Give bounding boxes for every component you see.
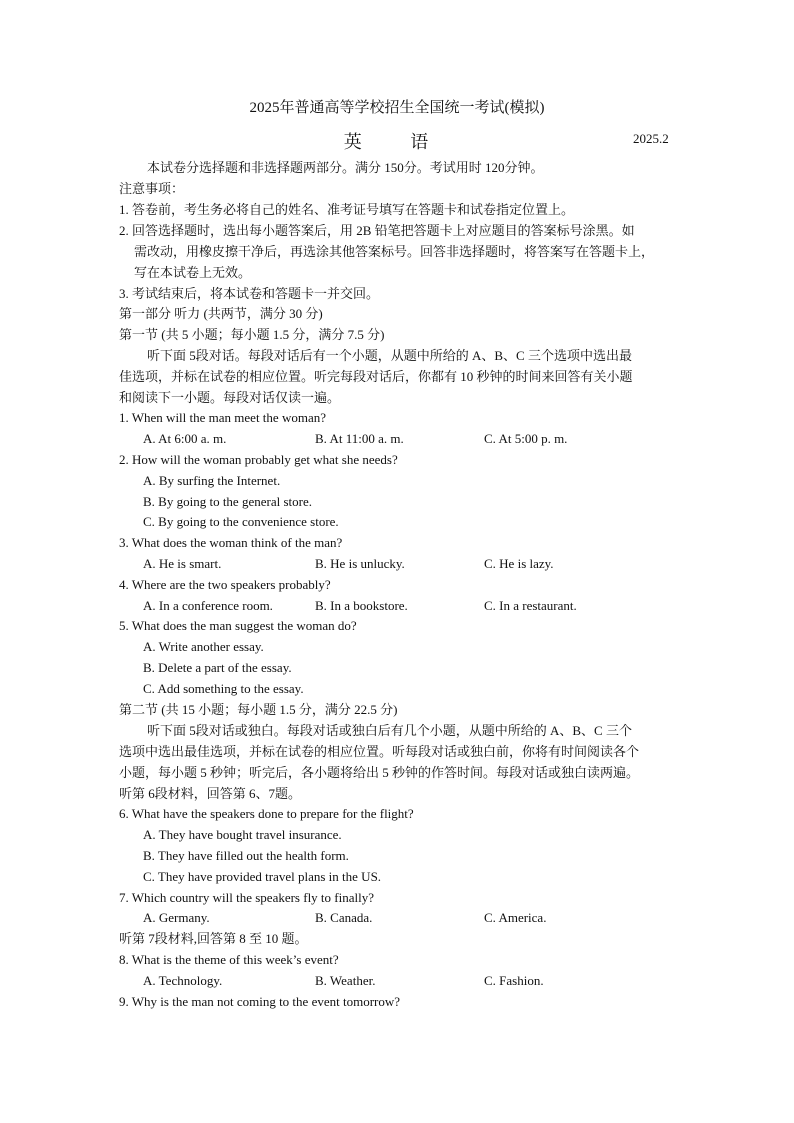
question-2-stem: 2. How will the woman probably get what she needs?: [119, 452, 398, 467]
question-1-option-b: B. At 11:00 a. m.: [315, 431, 404, 446]
question-4-option-a: A. In a conference room.: [143, 598, 273, 613]
section1-heading: 第一节 (共 5 小题；每小题 1.5 分，满分 7.5 分): [119, 327, 385, 342]
question-3-option-a: A. He is smart.: [143, 556, 222, 571]
section1-instruction-1: 听下面 5段对话。每段对话后有一个小题，从题中所给的 A、B、C 三个选项中选出最: [147, 348, 632, 363]
question-5-stem: 5. What does the man suggest the woman do?: [119, 618, 357, 633]
question-8-option-b: B. Weather.: [315, 973, 376, 988]
question-1-option-c: C. At 5:00 p. m.: [484, 431, 568, 446]
question-1-option-a: A. At 6:00 a. m.: [143, 431, 227, 446]
exam-title: 2025年普通高等学校招生全国统一考试(模拟): [249, 100, 545, 116]
section2-heading: 第二节 (共 15 小题；每小题 1.5 分，满分 22.5 分): [119, 702, 398, 717]
question-5-option-b: B. Delete a part of the essay.: [143, 660, 292, 675]
section2-instruction-1: 听下面 5段对话或独白。每段对话或独白后有几个小题，从题中所给的 A、B、C 三个: [147, 723, 632, 738]
section2-instruction-3: 小题，每小题 5 秒钟；听完后，各小题将给出 5 秒钟的作答时间。每段对话或独白读两遍。: [119, 765, 640, 780]
question-3-stem: 3. What does the woman think of the man?: [119, 535, 343, 550]
material-7-heading: 听第 7段材料,回答第 8 至 10 题。: [119, 931, 308, 946]
question-6-stem: 6. What have the speakers done to prepare for the flight?: [119, 806, 414, 821]
question-6-option-a: A. They have bought travel insurance.: [143, 827, 342, 842]
note-1: 1. 答卷前，考生务必将自己的姓名、准考证号填写在答题卡和试卷指定位置上。: [119, 202, 575, 217]
note-2-line-1: 2. 回答选择题时，选出每小题答案后，用 2B 铅笔把答题卡上对应题目的答案标号涂黑。如: [119, 223, 635, 238]
question-2-option-b: B. By going to the general store.: [143, 494, 312, 509]
question-5-option-a: A. Write another essay.: [143, 639, 264, 654]
question-8-option-c: C. Fashion.: [484, 973, 544, 988]
question-8-stem: 8. What is the theme of this week’s event?: [119, 952, 339, 967]
question-7-option-a: A. Germany.: [143, 910, 210, 925]
question-4-stem: 4. Where are the two speakers probably?: [119, 577, 331, 592]
section1-instruction-2: 佳选项，并标在试卷的相应位置。听完每段对话后，你都有 10 秒钟的时间来回答有关小题: [119, 369, 633, 384]
question-9-stem: 9. Why is the man not coming to the event tomorrow?: [119, 994, 401, 1009]
question-5-option-c: C. Add something to the essay.: [143, 681, 304, 696]
question-1-stem: 1. When will the man meet the woman?: [119, 410, 326, 425]
question-7-stem: 7. Which country will the speakers fly to finally?: [119, 890, 374, 905]
notes-heading: 注意事项：: [119, 181, 185, 196]
question-7-option-c: C. America.: [484, 910, 547, 925]
note-3: 3. 考试结束后，将本试卷和答题卡一并交回。: [119, 286, 380, 301]
section2-instruction-2: 选项中选出最佳选项，并标在试卷的相应位置。听每段对话或独白前，你将有时间阅读各个: [119, 744, 640, 759]
section1-instruction-3: 和阅读下一小题。每段对话仅读一遍。: [119, 390, 341, 405]
note-2-line-2: 需改动，用橡皮擦干净后，再选涂其他答案标号。回答非选择题时，将答案写在答题卡上，: [134, 244, 655, 259]
part1-heading: 第一部分 听力 (共两节，满分 30 分): [119, 306, 323, 321]
note-2-line-3: 写在本试卷上无效。: [134, 265, 252, 280]
question-2-option-a: A. By surfing the Internet.: [143, 473, 281, 488]
material-6-heading: 听第 6段材料，回答第 6、7题。: [119, 786, 302, 801]
question-4-option-b: B. In a bookstore.: [315, 598, 408, 613]
question-6-option-b: B. They have filled out the health form.: [143, 848, 349, 863]
question-3-option-b: B. He is unlucky.: [315, 556, 405, 571]
question-3-option-c: C. He is lazy.: [484, 556, 554, 571]
question-4-option-c: C. In a restaurant.: [484, 598, 577, 613]
subject-title: 英 语: [343, 132, 451, 152]
intro-text: 本试卷分选择题和非选择题两部分。满分 150分。考试用时 120分钟。: [147, 160, 544, 175]
question-8-option-a: A. Technology.: [143, 973, 223, 988]
question-6-option-c: C. They have provided travel plans in the US.: [143, 869, 382, 884]
question-7-option-b: B. Canada.: [315, 910, 373, 925]
exam-date: 2025.2: [633, 131, 669, 146]
question-2-option-c: C. By going to the convenience store.: [143, 514, 339, 529]
